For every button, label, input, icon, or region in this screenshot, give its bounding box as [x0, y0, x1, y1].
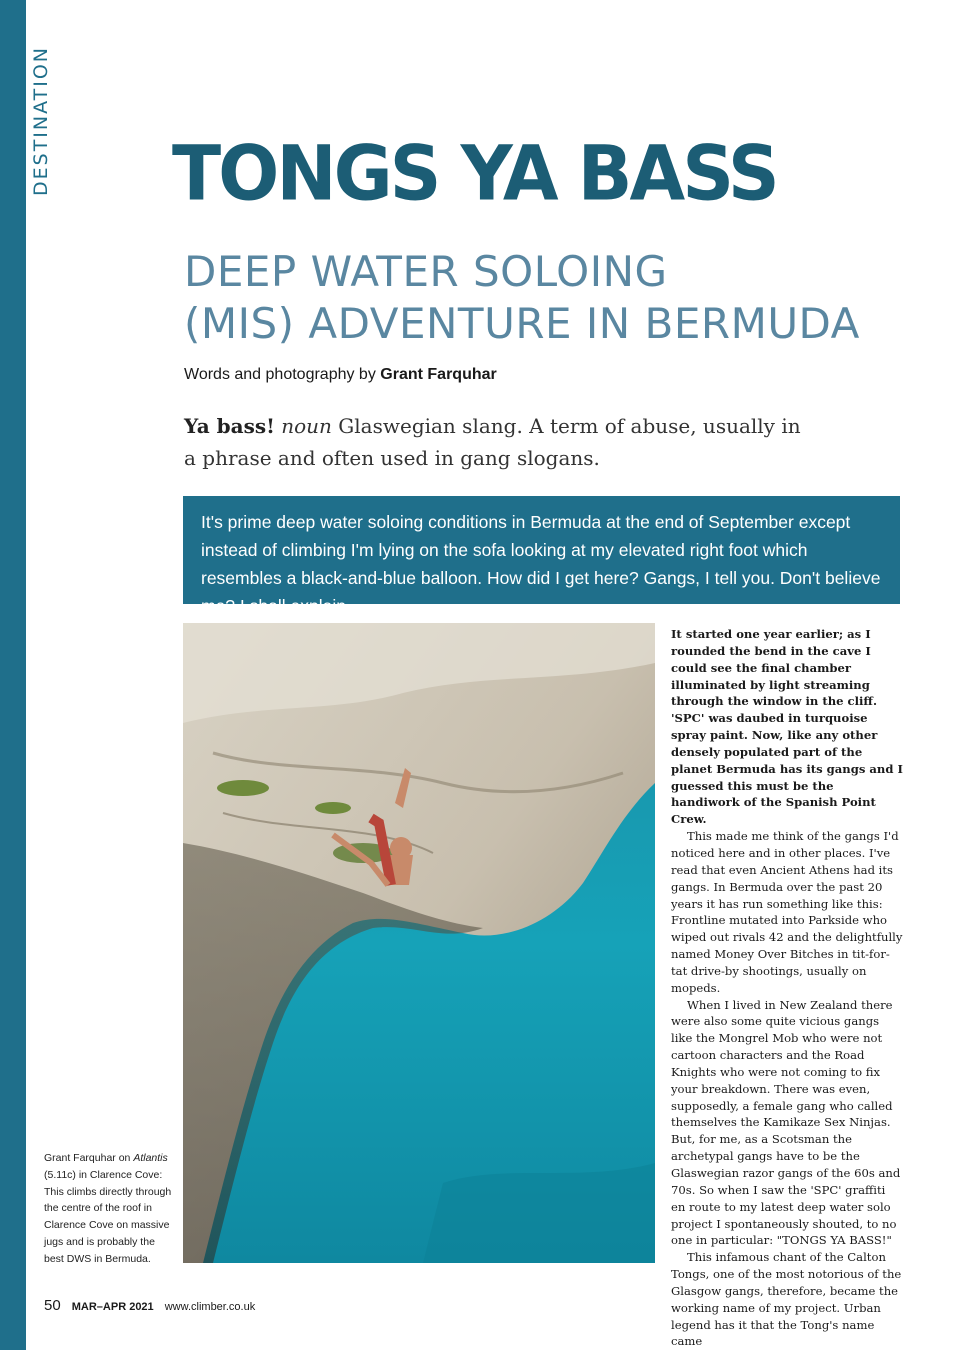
body-paragraph-1: It started one year earlier; as I rounded the bend in the cave I could see the final chamber illuminated by light streaming through the window in the cliff. 'SPC' was daubed in turquoise spray paint. Now, like any other densely populated part of the planet Bermuda has its gangs and I guessed this must be the handiwork of the Spanish Point Crew.	[671, 627, 903, 827]
page-number: 50	[44, 1297, 61, 1314]
photo-caption	[44, 1150, 174, 1268]
subtitle-line-1: DEEP WATER SOLOING	[184, 247, 668, 296]
definition-term: Ya bass!	[184, 414, 275, 438]
byline	[184, 366, 497, 384]
climbing-photo	[183, 623, 655, 1263]
definition	[184, 410, 804, 474]
caption-after: (5.11c) in Clarence Cove: This climbs directly through the centre of the roof in Clarence Cove on massive jugs and is probably the best DWS in Bermuda.	[44, 1168, 172, 1265]
body-paragraph-4: This infamous chant of the Calton Tongs, one of the most notorious of the Glasgow gangs, therefore, became the working name of my project. Urban legend has it that the Tong's name came	[671, 1250, 902, 1349]
standfirst-text: It's prime deep water soloing conditions in Bermuda at the end of September except instead of climbing I'm lying on the sofa looking at my elevated right foot which resembles a black-and-blue balloon. How did I get here? Gangs, I tell you. Don't believe me? I shall explain.	[201, 512, 881, 616]
definition-part-of-speech: noun	[281, 414, 332, 438]
body-column	[671, 626, 903, 1350]
issue-date: MAR–APR 2021	[71, 1301, 154, 1313]
website-url[interactable]: www.climber.co.uk	[164, 1301, 256, 1313]
photo-illustration	[183, 623, 655, 1263]
caption-before: Grant Farquhar on	[44, 1152, 131, 1164]
section-label: DESTINATION	[30, 45, 52, 196]
subtitle-line-2: (MIS) ADVENTURE IN BERMUDA	[184, 299, 860, 348]
body-paragraph-2: This made me think of the gangs I'd noticed here and in other places. I've read that even Ancient Athens had its gangs. In Bermuda over the past 20 years it has run something like this: Frontline mutated into Parkside who wiped out rivals 42 and the delightfully named Money Over Bitches in tit-for-tat drive-by shootings, usually on mopeds.	[671, 829, 903, 995]
article-subtitle	[184, 246, 884, 350]
byline-prefix: Words and photography by	[184, 366, 376, 383]
byline-author: Grant Farquhar	[380, 366, 497, 383]
definition-text: Glaswegian slang. A term of abuse, usually in a phrase and often used in gang slogans.	[184, 414, 801, 470]
sidebar-strip	[0, 0, 26, 1350]
body-paragraph-3: When I lived in New Zealand there were also some quite vicious gangs like the Mongrel Mob who were not cartoon characters and the Road Knights who were not coming to fix your breakdown. There was even, supposedly, a female gang who called themselves the Kamikaze Sex Ninjas. But, for me, as a Scotsman the archetypal gangs have to be the Glaswegian razor gangs of the 60s and 70s. So when I saw the 'SPC' graffiti en route to my latest deep water solo project I spontaneously shouted, to no one in particular: "TONGS YA BASS!"	[671, 997, 901, 1248]
caption-route: Atlantis	[133, 1152, 168, 1164]
standfirst-box	[183, 496, 900, 616]
page-footer	[44, 1297, 255, 1314]
article-title: TONGS YA BASS	[172, 128, 777, 218]
